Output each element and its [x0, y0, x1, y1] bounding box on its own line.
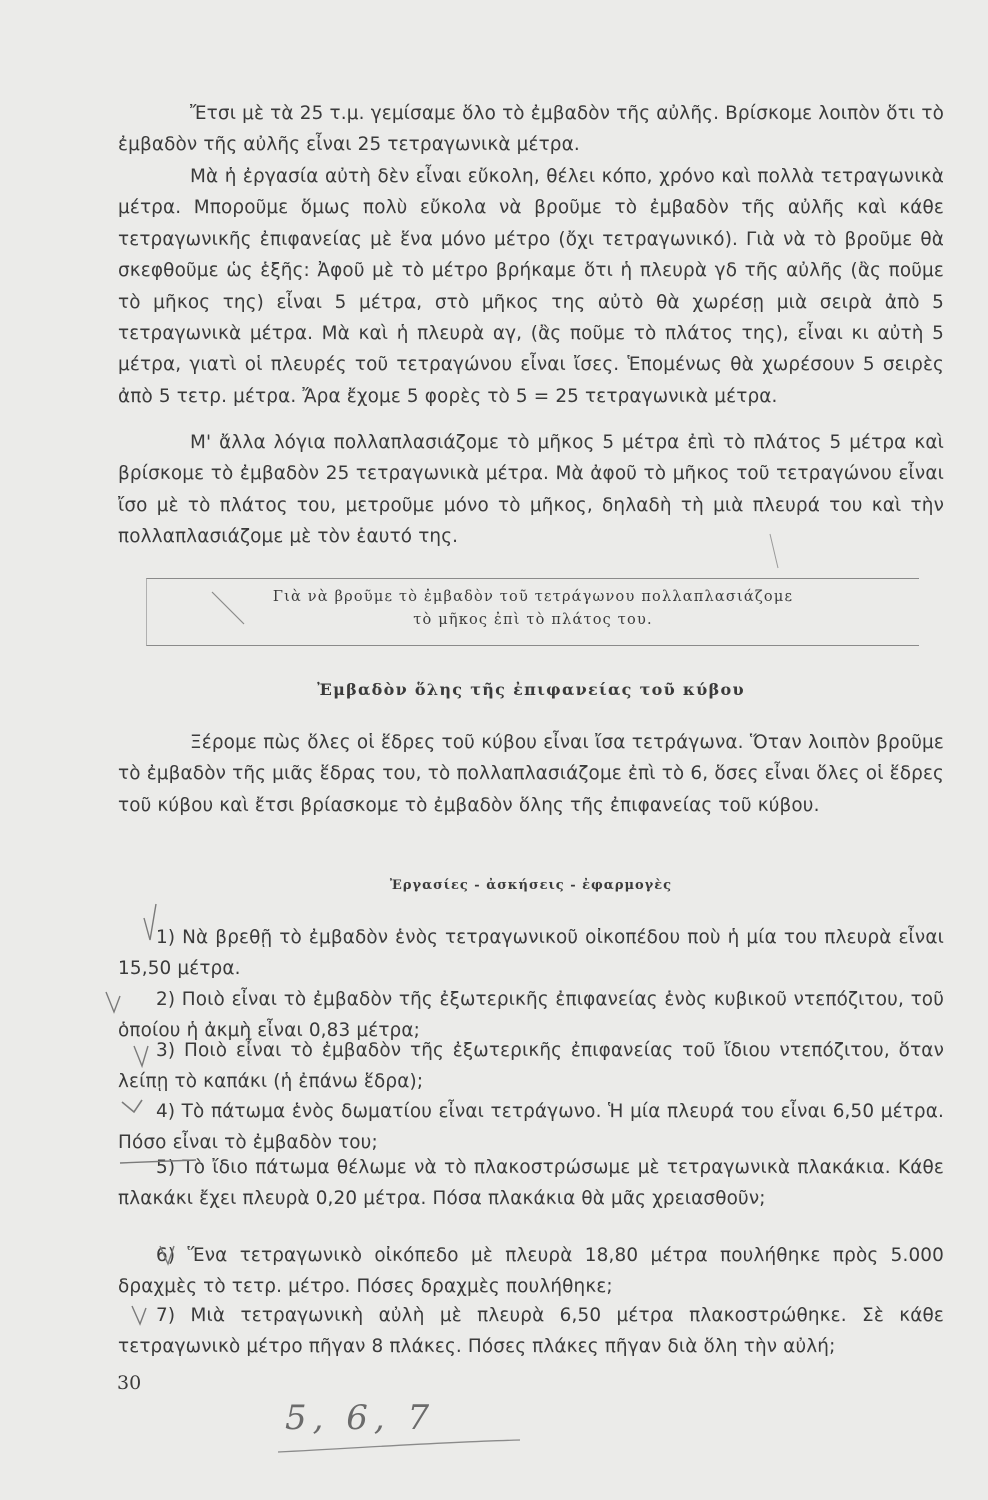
intro-paragraph-2: Μὰ ἡ ἐργασία αὐτὴ δὲν εἶναι εὔκολη, θέλει κόπο, χρόνο καὶ πολλὰ τετραγωνικὰ μέτρα. Μποροῦμε ὅμως πολὺ εὔκολα νὰ βροῦμε τὸ ἐμβαδὸν τῆς αὐλῆς καὶ κάθε τετραγωνικῆς ἐπιφανείας μὲ ἕνα μόνο μέτρο (ὄχι τετραγωνικό). Γιὰ νὰ τὸ βροῦμε θὰ σκεφθοῦμε ὡς ἑξῆς: Ἀφοῦ μὲ τὸ μέτρο βρήκαμε ὅτι ἡ πλευρὰ γδ τῆς αὐλῆς (ἂς ποῦμε τὸ μῆκος της) εἶναι 5 μέτρα, στὸ μῆκος της αὐτὸ θὰ χωρέσῃ μιὰ σειρὰ ἀπὸ 5 τετραγωνικὰ μέτρα. Μὰ καὶ ἡ πλευρὰ αγ, (ἂς ποῦμε τὸ πλάτος της), εἶναι κι αὐτὴ 5 μέτρα, γιατὶ οἱ πλευρές τοῦ τετραγώνου εἶναι ἴσες. Ἑπομένως θὰ χωρέσουν 5 σειρὲς ἀπὸ 5 τετρ. μέτρα. Ἄρα ἔχομε 5 φορὲς τὸ 5 = 25 τετραγωνικὰ μέτρα. [118, 166, 944, 407]
exercise-item-7: 7) Μιὰ τετραγωνικὴ αὐλὴ μὲ πλευρὰ 6,50 μέτρα πλακοστρώθηκε. Σὲ κάθε τετραγωνικὸ μέτρο πῆγαν 8 πλάκες. Πόσες πλάκες πῆγαν διὰ ὅλη τὴν αὐλή; [118, 1305, 944, 1358]
strike-mark-5 [120, 1160, 196, 1163]
check-mark-6-icon [160, 1246, 174, 1264]
handwritten-underline [278, 1440, 520, 1452]
section-heading: Ἐμβαδὸν ὅλης τῆς ἐπιφανείας τοῦ κύβου [317, 680, 745, 699]
pencil-stroke-box [212, 592, 244, 624]
rule-box-line-2: τὸ μῆκος ἐπὶ τὸ πλάτος του. [413, 612, 653, 628]
page-number: 30 [117, 1372, 142, 1394]
check-mark-3-icon [134, 1046, 148, 1066]
exercises-heading: Ἐργασίες - ἀσκήσεις - ἐφαρμογὲς [389, 878, 673, 893]
intro-paragraph-3: Μ' ἄλλα λόγια πολλαπλασιάζομε τὸ μῆκος 5 μέτρα ἐπὶ τὸ πλάτος 5 μέτρα καὶ βρίσκομε τὸ ἐμβαδὸν 25 τετραγωνικὰ μέτρα. Μὰ ἀφοῦ τὸ μῆκος τοῦ τετραγώνου εἶναι ἴσο μὲ τὸ πλάτος του, μετροῦμε μόνο τὸ μῆκος, δηλαδὴ τὴ μιὰ πλευρά του καὶ τὴν πολλαπλασιάζομε μὲ τὸν ἑαυτό της. [118, 432, 944, 548]
exercise-item-6: 6) Ἕνα τετραγωνικὸ οἰκόπεδο μὲ πλευρὰ 18,80 μέτρα πουλήθηκε πρὸς 5.000 δραχμὲς τὸ τετρ. μέτρο. Πόσες δραχμὲς πουλήθηκε; [118, 1245, 944, 1298]
pencil-stroke-margin [770, 534, 778, 568]
exercise-item-2: 2) Ποιὸ εἶναι τὸ ἐμβαδὸν τῆς ἐξωτερικῆς ἐπιφανείας ἑνὸς κυβικοῦ ντεπόζιτου, τοῦ ὁποίου ἡ ἀκμὴ εἶναι 0,83 μέτρα; [118, 989, 944, 1042]
handwritten-note: 5, 6, 7 [285, 1398, 436, 1438]
exercise-item-5: 5) Τὸ ἴδιο πάτωμα θέλωμε νὰ τὸ πλακοστρώσωμε μὲ τετραγωνικὰ πλακάκια. Κάθε πλακάκι ἔχει πλευρὰ 0,20 μέτρα. Πόσα πλακάκια θὰ μᾶς χρειασθοῦν; [118, 1157, 944, 1210]
exercise-item-3: 3) Ποιὸ εἶναι τὸ ἐμβαδὸν τῆς ἐξωτερικῆς ἐπιφανείας τοῦ ἴδιου ντεπόζιτου, ὅταν λείπῃ τὸ καπάκι (ἡ ἐπάνω ἕδρα); [118, 1040, 944, 1093]
intro-paragraph-1: Ἔτσι μὲ τὰ 25 τ.μ. γεμίσαμε ὅλο τὸ ἐμβαδὸν τῆς αὐλῆς. Βρίσκομε λοιπὸν ὅτι τὸ ἐμβαδὸν τῆς αὐλῆς εἶναι 25 τετραγωνικὰ μέτρα. [118, 103, 944, 156]
check-mark-2-icon [106, 992, 120, 1012]
section-paragraph: Ξέρομε πὼς ὅλες οἱ ἕδρες τοῦ κύβου εἶναι ἴσα τετράγωνα. Ὅταν λοιπὸν βροῦμε τὸ ἐμβαδὸν τῆς μιᾶς ἕδρας του, τὸ πολλαπλασιάζομε ἐπὶ τὸ 6, ὅσες εἶναι ὅλες οἱ ἕδρες τοῦ κύβου καὶ ἔτσι βρίασκομε τὸ ἐμβαδὸν ὅλης τῆς ἐπιφανείας τοῦ κύβου. [118, 732, 944, 816]
check-mark-1-icon [144, 904, 156, 940]
check-mark-7-icon [132, 1306, 146, 1324]
exercise-item-1: 1) Νὰ βρεθῇ τὸ ἐμβαδὸν ἑνὸς τετραγωνικοῦ οἰκοπέδου ποὺ ἡ μία του πλευρὰ εἶναι 15,50 μέτρα. [118, 927, 944, 980]
rule-box-line-1: Γιὰ νὰ βροῦμε τὸ ἐμβαδὸν τοῦ τετράγωνου πολλαπλασιάζομε [272, 589, 794, 605]
check-mark-4-icon [122, 1100, 142, 1112]
exercise-item-4: 4) Τὸ πάτωμα ἑνὸς δωματίου εἶναι τετράγωνο. Ἡ μία πλευρά του εἶναι 6,50 μέτρα. Πόσο εἶναι τὸ ἐμβαδὸν του; [118, 1101, 944, 1154]
